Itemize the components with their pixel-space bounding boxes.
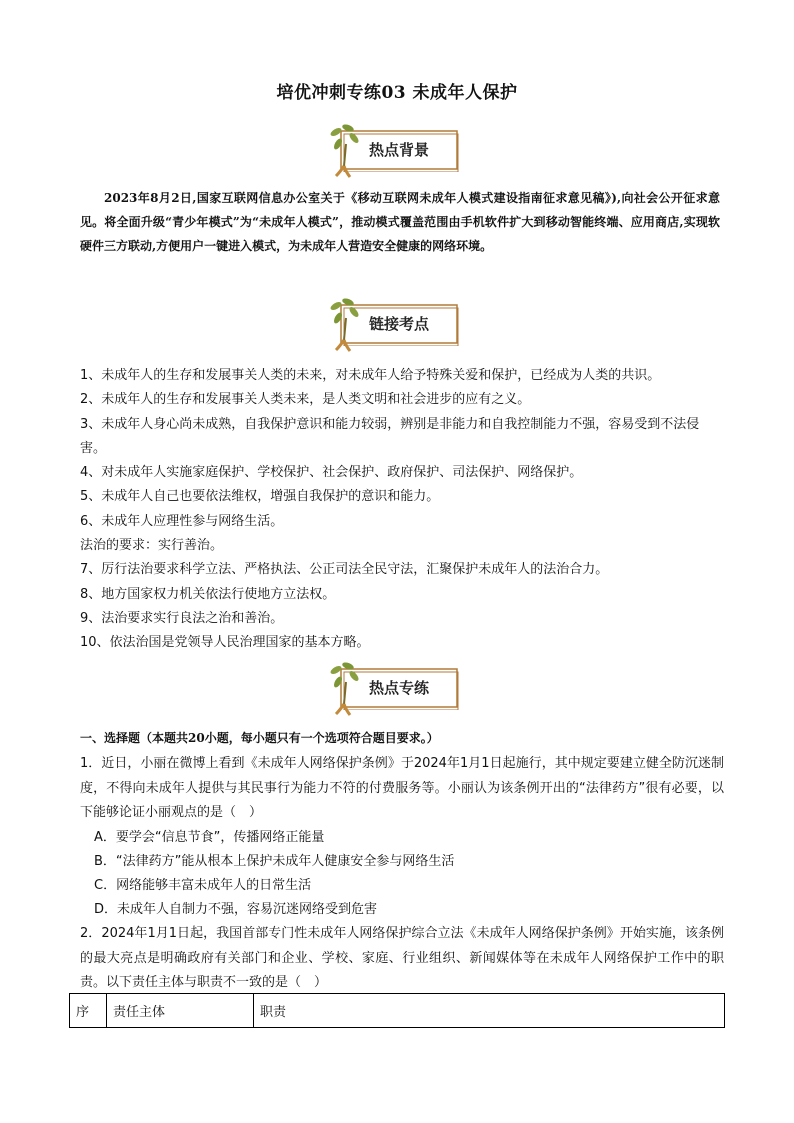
key-point: 10、依法治国是党领导人民治理国家的基本方略。: [80, 635, 370, 651]
table-header-cell: 序: [70, 994, 107, 1028]
key-point: 3、未成年人身心尚未成熟，自我保护意识和能力较弱，辨别是非能力和自我控制能力不强，容易受到不法侵害。: [80, 416, 700, 456]
key-point: 法治的要求：实行善治。: [80, 538, 224, 554]
key-point: 9、法治要求实行良法之治和善治。: [80, 610, 284, 626]
question-1-option-b[interactable]: B．“法律药方”能从根本上保护未成年人健康安全参与网络生活: [94, 854, 455, 869]
responsibility-table: [69, 993, 725, 1028]
badge-label: 热点专练: [368, 679, 429, 697]
section-heading: 一、选择题（本题共20小题，每小题只有一个选项符合题目要求。）: [80, 731, 439, 745]
badge-label: 链接考点: [368, 315, 429, 333]
key-point: 7、厉行法治要求科学立法、严格执法、公正司法全民守法，汇聚保护未成年人的法治合力。: [80, 562, 609, 578]
key-point: 2、未成年人的生存和发展事关人类未来，是人类文明和社会进步的应有之义。: [80, 392, 531, 408]
section-badge-background: [326, 122, 466, 178]
background-paragraph: 2023年8月2日,国家互联网信息办公室关于《移动互联网未成年人模式建设指南征求意见稿》),向社会公开征求意见。将全面升级“青少年模式”为“未成年人模式”，推动模式覆盖范围由手机软件扩大到移动智能终端、应用商店,实现软硬件三方联动,方便用户一键进入模式，为未成年人营造安全健康的网络环境。: [80, 191, 720, 253]
table-header-cell: 职责: [254, 994, 725, 1028]
key-point: 1、未成年人的生存和发展事关人类的未来，对未成年人给予特殊关爱和保护，已经成为人类的共识。: [80, 368, 661, 383]
table-header-cell: 责任主体: [107, 994, 254, 1028]
key-point: 5、未成年人自己也要依法维权，增强自我保护的意识和能力。: [80, 489, 440, 505]
question-1-stem: 1．近日，小丽在微博上看到《未成年人网络保护条例》于2024年1月1日起施行，其中规定要建立健全防沉迷制度，不得向未成年人提供与其民事行为能力不符的付费服务等。小丽认为该条例开出的“法律药方”很有必要，以下能够论证小丽观点的是（ ）: [80, 756, 724, 820]
key-point: 6、未成年人应理性参与网络生活。: [80, 513, 284, 529]
question-1-option-d[interactable]: D．未成年人自制力不强，容易沉迷网络受到危害: [94, 902, 378, 917]
question-1-option-c[interactable]: C．网络能够丰富未成年人的日常生活: [94, 878, 312, 893]
table-header-row: [70, 994, 725, 1028]
section-badge-practice: [326, 660, 466, 716]
key-point: 8、地方国家权力机关依法行使地方立法权。: [80, 586, 336, 602]
question-1-option-a[interactable]: A．要学会“信息节食”，传播网络正能量: [94, 830, 325, 845]
page-title: 培优冲刺专练03 未成年人保护: [276, 83, 518, 103]
badge-label: 热点背景: [368, 141, 429, 159]
key-point: 4、对未成年人实施家庭保护、学校保护、社会保护、政府保护、司法保护、网络保护。: [80, 465, 583, 481]
key-points-list: [80, 364, 720, 656]
question-2-stem: 2．2024年1月1日起，我国首部专门性未成年人网络保护综合立法《未成年人网络保护条例》开始实施，该条例的最大亮点是明确政府有关部门和企业、学校、家庭、行业组织、新闻媒体等在未成年人网络保护工作中的职责。以下责任主体与职责不一致的是（ ）: [80, 926, 724, 990]
section-badge-linked-points: [326, 296, 466, 352]
